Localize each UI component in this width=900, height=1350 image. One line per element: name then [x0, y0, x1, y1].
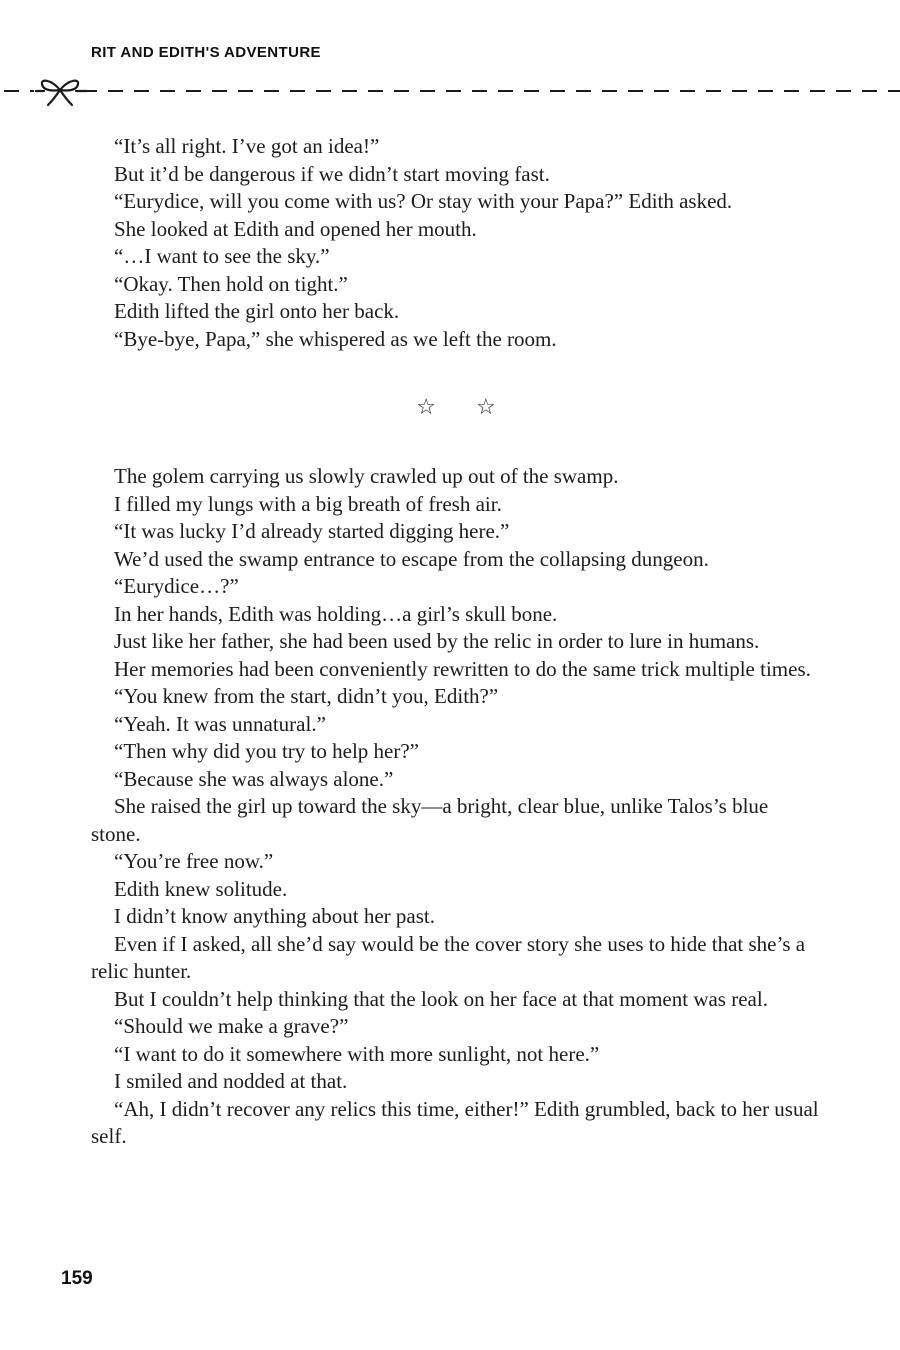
paragraph: “…I want to see the sky.”	[114, 244, 330, 268]
scene-break	[91, 353, 821, 463]
paragraph: But it’d be dangerous if we didn’t start moving fast.	[114, 161, 550, 186]
paragraph: She looked at Edith and opened her mouth.	[114, 216, 477, 241]
paragraph: “Eurydice…?”	[114, 574, 239, 598]
paragraph: Edith lifted the girl onto her back.	[114, 299, 400, 323]
paragraph: “Bye-bye, Papa,” she whispered as we left the room.	[114, 326, 557, 351]
paragraph: “You’re free now.”	[114, 849, 274, 873]
paragraph: “Ah, I didn’t recover any relics this time, either!” Edith grumbled, back to her usual self.	[91, 1096, 819, 1148]
running-header: RIT AND EDITH'S ADVENTURE	[91, 44, 321, 61]
paragraph: She raised the girl up toward the sky—a bright, clear blue, unlike Talos’s blue stone.	[91, 794, 769, 846]
paragraph: “You knew from the start, didn’t you, Edith?”	[114, 684, 499, 708]
paragraph: Edith knew solitude.	[114, 876, 288, 901]
paragraph: We’d used the swamp entrance to escape from the collapsing dungeon.	[114, 546, 709, 571]
paragraph: Just like her father, she had been used by the relic in order to lure in humans.	[114, 629, 760, 653]
paragraph: “It was lucky I’d already started digging here.”	[114, 519, 510, 543]
paragraph: I smiled and nodded at that.	[114, 1069, 348, 1093]
page-number: 159	[61, 1268, 93, 1289]
body-text	[91, 133, 821, 1151]
paragraph: Her memories had been conveniently rewritten to do the same trick multiple times.	[114, 656, 811, 681]
paragraph: “Then why did you try to help her?”	[114, 739, 419, 763]
star-icon: ☆	[416, 395, 436, 420]
paragraph: “I want to do it somewhere with more sunlight, not here.”	[114, 1041, 600, 1066]
paragraph: I filled my lungs with a big breath of fresh air.	[114, 491, 502, 516]
paragraph: “Should we make a grave?”	[114, 1014, 349, 1038]
section-after-break	[91, 463, 821, 1151]
paragraph: “Because she was always alone.”	[114, 766, 394, 791]
paragraph: But I couldn’t help thinking that the look on her face at that moment was real.	[114, 986, 768, 1011]
ribbon-divider	[0, 72, 900, 110]
paragraph: The golem carrying us slowly crawled up out of the swamp.	[114, 464, 619, 488]
section-before-break	[91, 133, 821, 353]
paragraph: I didn’t know anything about her past.	[114, 904, 435, 928]
paragraph: In her hands, Edith was holding…a girl’s skull bone.	[114, 601, 558, 626]
paragraph: “Yeah. It was unnatural.”	[114, 711, 326, 736]
paragraph: “Okay. Then hold on tight.”	[114, 271, 348, 296]
ribbon-bow-icon	[34, 81, 86, 105]
star-icon: ☆	[476, 395, 496, 420]
paragraph: Even if I asked, all she’d say would be the cover story she uses to hide that she’s a relic hunter.	[91, 931, 806, 983]
paragraph: “It’s all right. I’ve got an idea!”	[114, 134, 380, 158]
paragraph: “Eurydice, will you come with us? Or stay with your Papa?” Edith asked.	[114, 189, 733, 213]
